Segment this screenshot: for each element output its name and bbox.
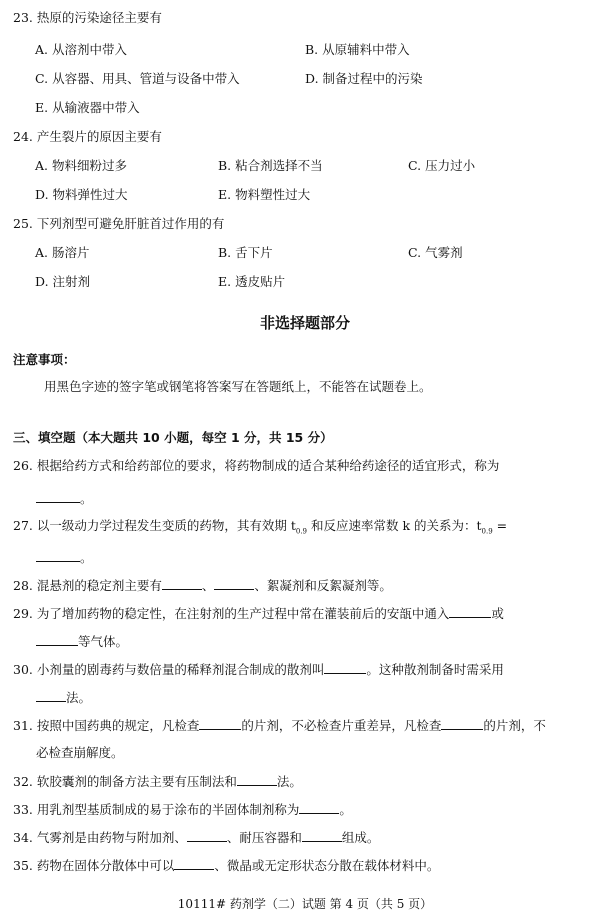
q30-part-a: 30. 小剂量的剧毒药与数倍量的稀释剂混合制成的散剂叫 xyxy=(13,662,325,677)
q28-line xyxy=(13,577,392,594)
q27-line1 xyxy=(13,518,507,540)
q24-option-a: A. 物料细粉过多 xyxy=(35,158,127,173)
q35-part-a: 35. 药物在固体分散体中可以 xyxy=(13,858,175,873)
q25-option-a: A. 肠溶片 xyxy=(35,245,90,260)
q32-blank[interactable] xyxy=(237,773,277,786)
part3-heading: 三、填空题（本大题共 10 小题，每空 1 分，共 15 分） xyxy=(13,430,333,445)
q27-part-c: = xyxy=(492,518,508,533)
q27-sub1: 0.9 xyxy=(295,527,307,536)
q26-end: 。 xyxy=(80,491,93,506)
q29-part-a: 29. 为了增加药物的稳定性，在注射剂的生产过程中常在灌装前后的安瓿中通入 xyxy=(13,606,450,621)
q28-part-a: 28. 混悬剂的稳定剂主要有 xyxy=(13,578,162,593)
q28-blank-1[interactable] xyxy=(162,577,202,590)
q24-option-e: E. 物料塑性过大 xyxy=(218,187,311,202)
q34-blank-1[interactable] xyxy=(187,829,227,842)
q23-option-e: E. 从输液器中带入 xyxy=(35,100,140,115)
q29-blank-1[interactable] xyxy=(449,605,491,618)
q33-part-b: 。 xyxy=(339,802,352,817)
q25-option-d: D. 注射剂 xyxy=(35,274,91,289)
q35-blank[interactable] xyxy=(174,857,214,870)
q31-part-a: 31. 按照中国药典的规定，凡检查 xyxy=(13,718,200,733)
q34-part-b: 、耐压容器和 xyxy=(226,830,302,845)
section-title: 非选择题部分 xyxy=(259,314,350,332)
q30-blank-2[interactable] xyxy=(36,689,66,702)
q31-part-c: 的片剂，不 xyxy=(483,718,546,733)
q23-stem: 23. 热原的污染途径主要有 xyxy=(13,10,162,25)
q30-part-b: 。这种散剂制备时需采用 xyxy=(366,662,504,677)
q32-part-a: 32. 软胶囊剂的制备方法主要有压制法和 xyxy=(13,774,237,789)
q30-line1 xyxy=(13,661,504,678)
q27-blank[interactable] xyxy=(36,549,80,562)
q29-part-b: 或 xyxy=(491,606,504,621)
q31-blank-1[interactable] xyxy=(199,717,241,730)
q27-end: 。 xyxy=(80,550,93,565)
q31-line1 xyxy=(13,717,546,734)
q27-sub2: 0.9 xyxy=(481,527,493,536)
q34-part-a: 34. 气雾剂是由药物与附加剂、 xyxy=(13,830,187,845)
q31-blank-2[interactable] xyxy=(441,717,483,730)
q29-line1 xyxy=(13,605,504,622)
q28-blank-2[interactable] xyxy=(214,577,254,590)
page-footer: 10111# 药剂学（二）试题 第 4 页（共 5 页） xyxy=(177,897,433,911)
q33-line xyxy=(13,801,352,818)
q30-blank-1[interactable] xyxy=(324,661,366,674)
notice-heading: 注意事项： xyxy=(13,352,76,367)
q23-option-a: A. 从溶剂中带入 xyxy=(35,42,127,57)
q25-stem: 25. 下列剂型可避免肝脏首过作用的有 xyxy=(13,216,225,231)
q28-part-b: 、 xyxy=(201,578,215,593)
q32-line xyxy=(13,773,302,790)
q26-line2 xyxy=(36,490,93,507)
notice-text: 用黑色字迹的签字笔或钢笔将答案写在答题纸上，不能答在试题卷上。 xyxy=(44,379,432,394)
q27-line2 xyxy=(36,549,93,566)
q31-part-b: 的片剂，不必检查片重差异，凡检查 xyxy=(241,718,442,733)
q24-option-d: D. 物料弹性过大 xyxy=(35,187,128,202)
q25-option-e: E. 透皮贴片 xyxy=(218,274,286,289)
q29-line2 xyxy=(36,633,128,650)
q34-line xyxy=(13,829,379,846)
q25-option-c: C. 气雾剂 xyxy=(408,245,463,260)
q23-option-d: D. 制备过程中的污染 xyxy=(305,71,423,86)
q31-line2: 必检查崩解度。 xyxy=(36,745,124,760)
q29-end: 等气体。 xyxy=(78,634,129,649)
q24-option-c: C. 压力过小 xyxy=(408,158,476,173)
q34-part-c: 组成。 xyxy=(341,830,380,845)
q35-part-b: 、微晶或无定形状态分散在载体材料中。 xyxy=(214,858,440,873)
q32-part-b: 法。 xyxy=(276,774,302,789)
q24-option-b: B. 粘合剂选择不当 xyxy=(218,158,323,173)
q24-stem: 24. 产生裂片的原因主要有 xyxy=(13,129,162,144)
q33-blank[interactable] xyxy=(299,801,339,814)
q30-end: 法。 xyxy=(66,690,92,705)
q34-blank-2[interactable] xyxy=(302,829,342,842)
q33-part-a: 33. 用乳剂型基质制成的易于涂布的半固体制剂称为 xyxy=(13,802,300,817)
q29-blank-2[interactable] xyxy=(36,633,78,646)
q28-part-c: 、絮凝剂和反絮凝剂等。 xyxy=(254,578,392,593)
q27-part-b: 和反应速率常数 k 的关系为：t xyxy=(307,518,482,533)
q35-line xyxy=(13,857,439,874)
q27-part-a: 27. 以一级动力学过程发生变质的药物，其有效期 t xyxy=(13,518,296,533)
q26-line1: 26. 根据给药方式和给药部位的要求，将药物制成的适合某种给药途径的适宜形式，称为 xyxy=(13,458,500,473)
q26-blank[interactable] xyxy=(36,490,80,503)
q30-line2 xyxy=(36,689,91,706)
q23-option-c: C. 从容器、用具、管道与设备中带入 xyxy=(35,71,240,86)
q25-option-b: B. 舌下片 xyxy=(218,245,273,260)
q23-option-b: B. 从原辅料中带入 xyxy=(305,42,410,57)
